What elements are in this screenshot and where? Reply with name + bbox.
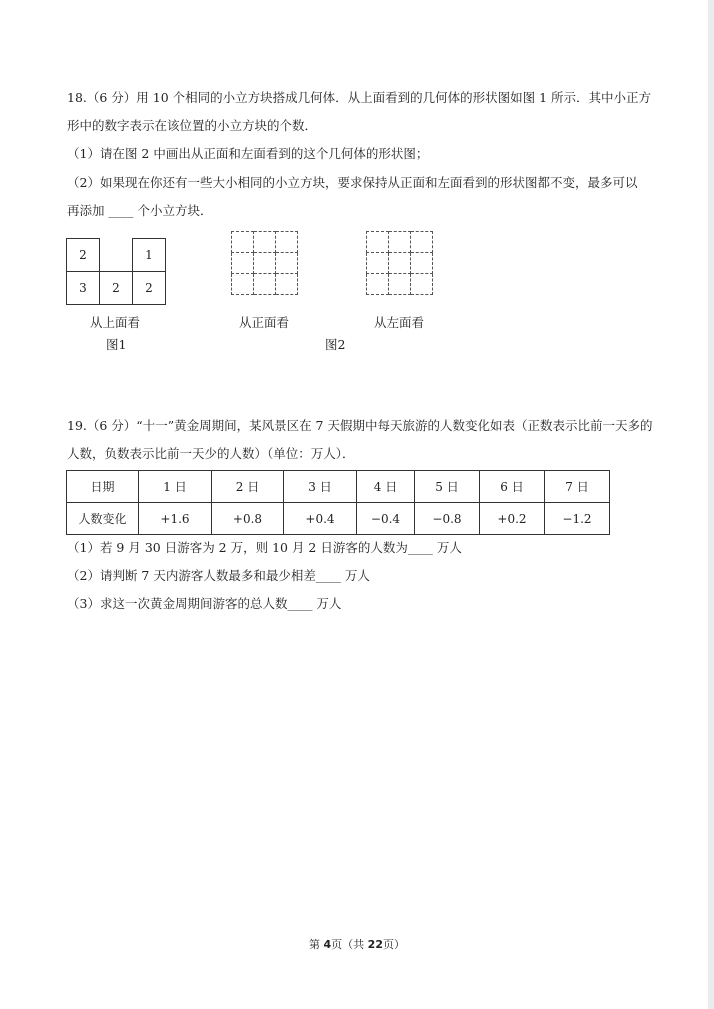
q19-stem-line2: 人数，负数表示比前一天少的人数）（单位：万人）． [67, 446, 355, 461]
table-cell: 日期 [67, 471, 139, 503]
q18-part1: （1）请在图 2 中画出从正面和左面看到的这个几何体的形状图； [67, 146, 429, 161]
q18-part2-line1: （2）如果现在你还有一些大小相同的小立方块，要求保持从正面和左面看到的形状图都不变，最多可以 [67, 175, 638, 190]
footer-total-pages: 22 [367, 938, 383, 951]
table-cell: 2 日 [212, 471, 284, 503]
figure2-label: 图2 [325, 337, 346, 352]
q19-part3: （3）求这一次黄金周期间游客的总人数____ 万人 [67, 596, 342, 611]
table-cell: +1.6 [139, 503, 212, 535]
table-cell: 3 日 [284, 471, 357, 503]
grid-cell: 1 [133, 239, 166, 272]
table-cell: 5 日 [415, 471, 480, 503]
footer-mid: 页（共 [331, 938, 368, 951]
q19-part1: （1）若 9 月 30 日游客为 2 万，则 10 月 2 日游客的人数为____ 万人 [67, 540, 462, 555]
table-header-row [67, 471, 610, 503]
caption-top-view: 从上面看 [90, 315, 141, 330]
top-view-grid [66, 238, 166, 305]
grid-cell: 2 [133, 272, 166, 305]
table-cell: +0.4 [284, 503, 357, 535]
table-cell: 7 日 [545, 471, 610, 503]
grid-cell: 2 [100, 272, 133, 305]
table-cell: 1 日 [139, 471, 212, 503]
caption-left-view: 从左面看 [374, 315, 425, 330]
q18-part2-line2: 再添加 ____ 个小立方块． [67, 203, 213, 218]
q18-stem-line1: 18.（6 分）用 10 个相同的小立方块搭成几何体．从上面看到的几何体的形状图如图 1 所示．其中小正方 [67, 90, 652, 105]
table-cell: 4 日 [357, 471, 415, 503]
page-footer [0, 936, 714, 952]
grid-cell: 2 [67, 239, 100, 272]
q18-stem-line2: 形中的数字表示在该位置的小立方块的个数． [67, 118, 318, 133]
footer-page-number: 4 [323, 938, 332, 951]
caption-front-view: 从正面看 [239, 315, 290, 330]
table-cell: +0.8 [212, 503, 284, 535]
footer-suffix: 页） [382, 938, 405, 951]
table-cell: −0.8 [415, 503, 480, 535]
figure1-label: 图1 [106, 337, 127, 352]
footer-prefix: 第 [309, 938, 324, 951]
q19-stem-line1: 19.（6 分）“十一”黄金周期间，某风景区在 7 天假期中每天旅游的人数变化如表（正数表示比前一天多的 [67, 418, 653, 433]
table-cell: −1.2 [545, 503, 610, 535]
q19-part2: （2）请判断 7 天内游客人数最多和最少相差____ 万人 [67, 568, 370, 583]
grid-cell: 3 [67, 272, 100, 305]
left-view-dashed-grid [366, 231, 433, 295]
front-view-dashed-grid [231, 231, 298, 295]
page-edge [708, 0, 714, 1009]
grid-gap [100, 239, 133, 272]
visitor-change-table [66, 470, 610, 535]
table-cell: 6 日 [480, 471, 545, 503]
table-cell: −0.4 [357, 503, 415, 535]
table-cell: 人数变化 [67, 503, 139, 535]
table-row [67, 503, 610, 535]
table-cell: +0.2 [480, 503, 545, 535]
